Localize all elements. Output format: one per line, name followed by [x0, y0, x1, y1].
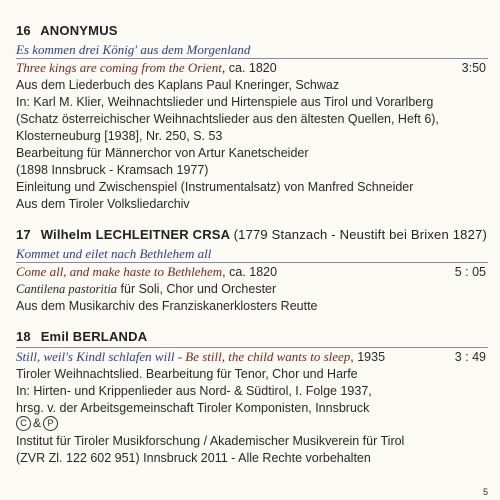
info-line: Einleitung und Zwischenspiel (Instrumentalsatz) von Manfred Schneider: [16, 180, 414, 194]
info-line: Aus dem Musikarchiv des Franziskanerklosters Reutte: [16, 299, 318, 313]
track-duration: 3 : 49: [454, 350, 486, 364]
info-line: hrsg. v. der Arbeitsgemeinschaft Tiroler Komponisten, Innsbruck: [16, 401, 370, 415]
info-line: (1898 Innsbruck - Kramsach 1977): [16, 163, 209, 177]
track-16: [16, 22, 488, 213]
info-line: Klosterneuburg [1938], Nr. 250, S. 53: [16, 129, 223, 143]
publisher-line: Institut für Tiroler Musikforschung / Akademischer Musikverein für Tirol: [16, 434, 405, 448]
work-title: Cantilena pastoritia: [16, 282, 118, 296]
copyright-symbols: [16, 415, 488, 432]
info-line: Aus dem Liederbuch des Kaplans Paul Kneringer, Schwaz: [16, 78, 340, 92]
track-heading: [16, 22, 488, 40]
composer-name: Emil BERLANDA: [40, 329, 148, 344]
title-german: Still, weil's Kindl schlafen will: [16, 349, 175, 364]
track-number: 16: [16, 23, 31, 38]
title-date: , ca. 1820: [222, 265, 278, 279]
title-row: [16, 347, 488, 366]
track-17: [16, 226, 488, 315]
title-en-row: [16, 58, 488, 77]
page-number: 5: [482, 487, 488, 497]
title-en-row: [16, 262, 488, 281]
track-duration: 5 : 05: [454, 265, 486, 279]
title-de-row: [16, 245, 488, 262]
composer-dates: (1779 Stanzach - Neustift bei Brixen 1827): [233, 227, 487, 242]
work-scoring: für Soli, Chor und Orchester: [117, 282, 277, 296]
phonogram-copyright-icon: P: [43, 416, 58, 431]
track-18: [16, 328, 488, 417]
composer-name: ANONYMUS: [40, 23, 118, 38]
title-date: , ca. 1820: [221, 61, 277, 75]
title-german: Kommet und eilet nach Bethlehem all: [16, 246, 212, 261]
track-heading: [16, 328, 488, 346]
track-duration: 3:50: [461, 61, 486, 75]
info-line: Bearbeitung für Männerchor von Artur Kanetscheider: [16, 146, 309, 160]
track-number: 18: [16, 329, 31, 344]
title-english: Three kings are coming from the Orient: [16, 60, 222, 75]
copyright-icon: C: [16, 416, 31, 431]
info-line: Tiroler Weihnachtslied. Bearbeitung für Tenor, Chor und Harfe: [16, 367, 358, 381]
track-list: [16, 22, 488, 426]
info-line: [16, 281, 488, 298]
track-heading: [16, 226, 488, 244]
info-line: (Schatz österreichischer Weihnachtslieder aus den ältesten Quellen, Heft 6),: [16, 112, 439, 126]
ampersand: &: [33, 416, 42, 430]
copyright-footer: [16, 415, 488, 467]
track-number: 17: [16, 227, 31, 242]
title-english: Come all, and make haste to Bethlehem: [16, 264, 223, 279]
title-english: - Be still, the child wants to sleep: [174, 349, 351, 364]
title-german: Es kommen drei König' aus dem Morgenland: [16, 42, 251, 57]
title-date: , 1935: [350, 350, 386, 364]
composer-name: Wilhelm LECHLEITNER CRSA: [40, 227, 230, 242]
title-de-row: [16, 41, 488, 58]
info-line: Aus dem Tiroler Volksliedarchiv: [16, 197, 190, 211]
rights-line: (ZVR Zl. 122 602 951) Innsbruck 2011 - Alle Rechte vorbehalten: [16, 451, 371, 465]
info-line: In: Hirten- und Krippenlieder aus Nord- & Südtirol, I. Folge 1937,: [16, 384, 372, 398]
info-line: In: Karl M. Klier, Weihnachtslieder und Hirtenspiele aus Tirol und Vorarlberg: [16, 95, 434, 109]
